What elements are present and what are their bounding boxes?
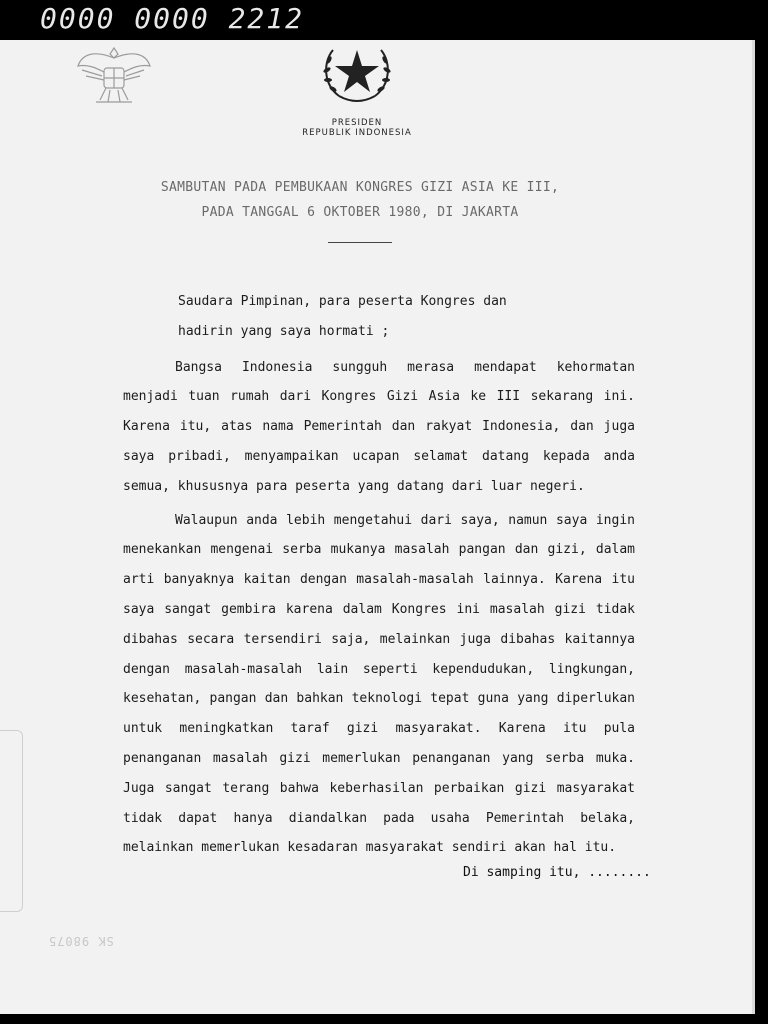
salutation-line-1: Saudara Pimpinan, para peserta Kongres dan (178, 294, 507, 309)
speech-title-line-2: PADA TANGGAL 6 OKTOBER 1980, DI JAKARTA (201, 205, 519, 220)
presidential-star-seal-icon (315, 40, 399, 106)
paragraph-1: Bangsa Indonesia sungguh merasa mendapat kehormatan menjadi tuan rumah dari Kongres Gizi Asia ke III sekarang ini. Karena itu, atas nama Pemerintah dan rakyat Indonesia, dan juga saya pribadi, menyampaikan ucapan selamat datang kepada anda semua, khususnya para peserta yang datang dari luar negeri. (123, 359, 635, 494)
page-fold-edge (0, 730, 23, 912)
title-underline (328, 242, 392, 243)
continuation-note: Di samping itu, ........ (463, 865, 651, 880)
paragraph-2: Walaupun anda lebih mengetahui dari saya, namun saya ingin menekankan mengenai serba mukanya masalah pangan dan gizi, dalam arti banyaknya kaitan dengan masalah-masalah lainnya. Karena itu saya sangat gembira karena dalam Kongres ini masalah gizi tidak dibahas secara tersendiri saja, melainkan juga dibahas kaitannya dengan masalah-masalah lain seperti kependudukan, lingkungan, kesehatan, pangan dan bahkan teknologi tepat guna yang diperlukan untuk meningkatkan taraf gizi masyarakat. Karena itu pula penanganan masalah gizi memerlukan penanganan yang serba muka. Juga sangat terang bahwa keberhasilan perbaikan gizi masyarakat tidak dapat hanya diandalkan pada usaha Pemerintah belaka, melainkan memerlukan kesadaran masyarakat sendiri akan hal itu. (123, 512, 635, 856)
document-page (0, 40, 755, 1014)
speech-title (100, 175, 620, 225)
garuda-emblem-icon (74, 40, 154, 110)
letterhead (220, 118, 494, 138)
salutation (178, 287, 635, 347)
salutation-line-2: hadirin yang saya hormati ; (178, 323, 390, 339)
speech-title-line-1: SAMBUTAN PADA PEMBUKAAN KONGRES GIZI ASIA KE III, (160, 180, 560, 195)
letterhead-office: PRESIDEN (331, 118, 383, 128)
letterhead-country: REPUBLIK INDONESIA (302, 128, 412, 138)
speech-body (123, 287, 635, 863)
archive-code-stamp: SK 98075 (48, 934, 114, 948)
film-frame-counter: 0000 0000 2212 (40, 2, 305, 35)
